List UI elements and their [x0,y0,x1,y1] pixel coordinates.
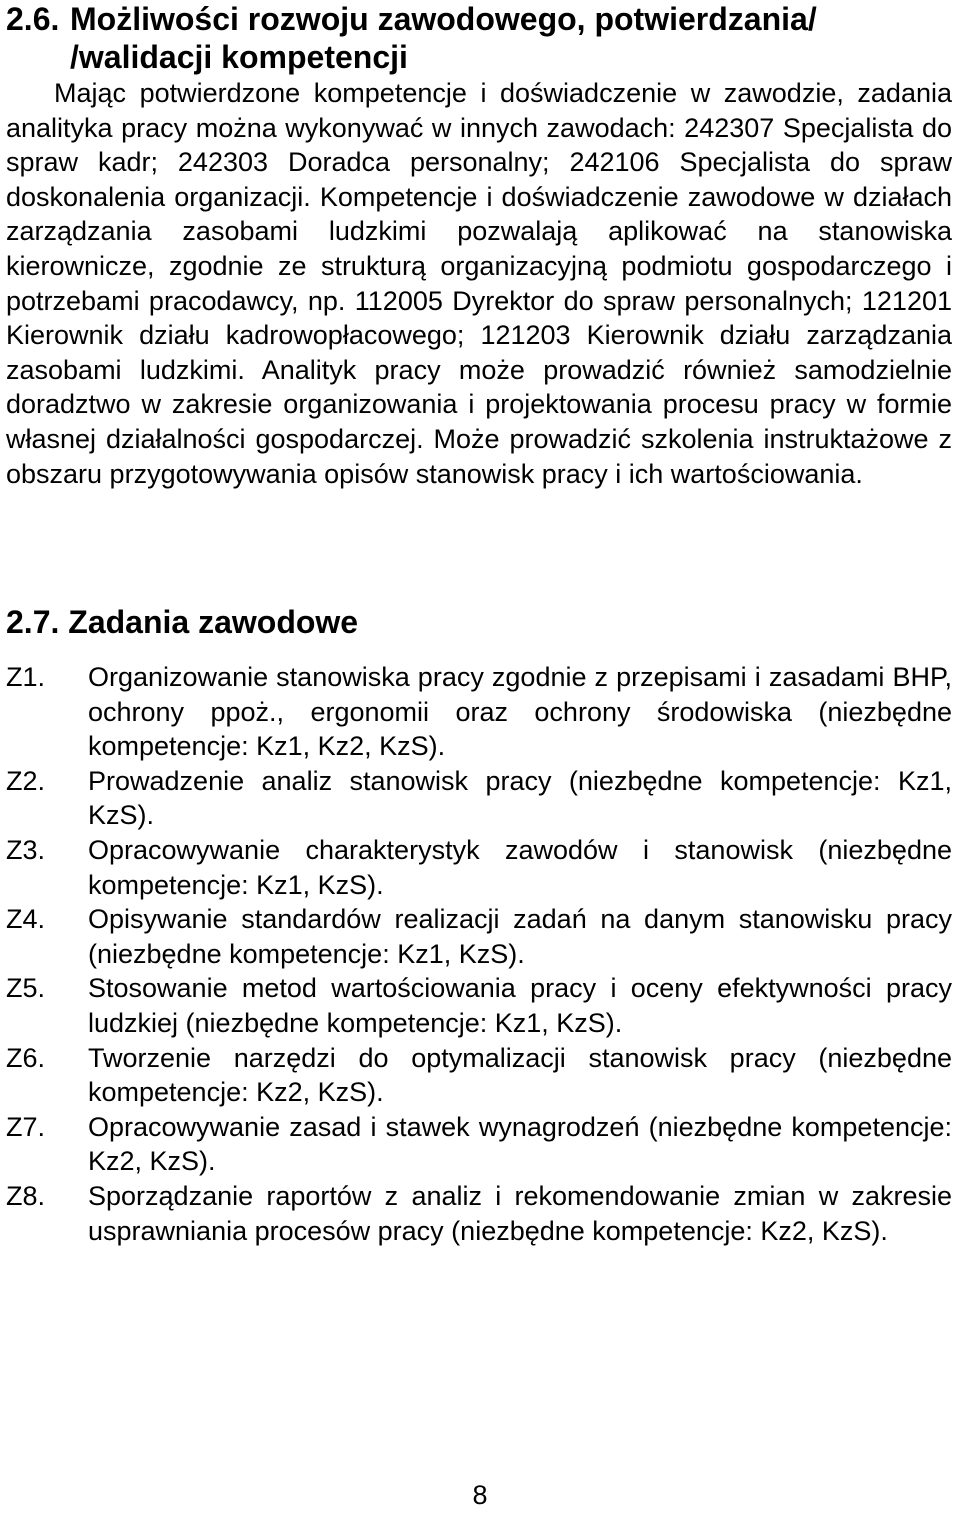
task-text: Tworzenie narzędzi do optymalizacji stanowisk pracy (niezbędne kompetencje: Kz2, KzS). [88,1042,952,1108]
task-code: Z6. [6,1042,46,1073]
list-item [6,902,952,971]
task-code: Z3. [6,834,46,865]
list-item [6,1179,952,1248]
task-text: Prowadzenie analiz stanowisk pracy (niezbędne kompetencje: Kz1, KzS). [88,765,952,831]
task-list [6,660,952,1248]
section-title-line1: Możliwości rozwoju zawodowego, potwierdzania/ [70,1,817,37]
section-title-line2: /walidacji kompetencji [70,39,408,75]
task-text: Opracowywanie zasad i stawek wynagrodzeń (niezbędne kompetencje: Kz2, KzS). [88,1111,952,1177]
list-item [6,764,952,833]
list-item [6,971,952,1040]
section-number: 2.6. [6,1,60,37]
task-code: Z5. [6,973,46,1004]
section-heading-2-6 [6,0,926,76]
list-item [6,1041,952,1110]
task-text: Opisywanie standardów realizacji zadań na danym stanowisku pracy (niezbędne kompetencje: Kz1, KzS). [88,904,952,969]
task-text: Stosowanie metod wartościowania pracy i oceny efektywności pracy ludzkiej (niezbędne kompetencje: Kz1, KzS). [88,973,952,1038]
section-heading-2-7: 2.7. Zadania zawodowe [6,604,359,640]
task-text: Sporządzanie raportów z analiz i rekomendowanie zmian w zakresie usprawniania procesów pracy (niezbędne kompetencje: Kz2, KzS). [88,1180,952,1246]
task-code: Z2. [6,765,46,796]
task-text: Organizowanie stanowiska pracy zgodnie z przepisami i zasadami BHP, ochrony ppoż., ergonomii oraz ochrony środowiska (niezbędne kompetencje: Kz1, Kz2, KzS). [88,662,952,762]
task-text: Opracowywanie charakterystyk zawodów i stanowisk (niezbędne kompetencje: Kz1, KzS). [88,834,952,900]
page-number: 8 [472,1480,488,1510]
task-code: Z1. [6,662,46,692]
task-code: Z7. [6,1111,46,1142]
list-item [6,1110,952,1179]
list-item [6,660,952,764]
task-code: Z4. [6,904,46,935]
task-code: Z8. [6,1180,46,1211]
list-item [6,833,952,902]
body-paragraph: Mając potwierdzone kompetencje i doświadczenie w zawodzie, zadania analityka pracy można wykonywać w innych zawodach: 242307 Specjalista do spraw kadr; 242303 Doradca personalny; 242106 Specjalista do spraw doskonalenia organizacji. Kompetencje i doświadczenie zawodowe w działach zarządzania zasobami ludzkimi pozwalają aplikować na stanowiska kierownicze, zgodnie ze strukturą organizacyjną podmiotu gospodarczego i potrzebami pracodawcy, np. 112005 Dyrektor do spraw personalnych; 121201 Kierownik działu kadrowopłacowego; 121203 Kierownik działu zarządzania zasobami ludzkimi. Analityk pracy może prowadzić również samodzielnie doradztwo w zakresie organizowania i projektowania procesu pracy w formie własnej działalności gospodarczej. Może prowadzić szkolenia instruktażowe z obszaru przygotowywania opisów stanowisk pracy i ich wartościowania. [6,78,952,489]
